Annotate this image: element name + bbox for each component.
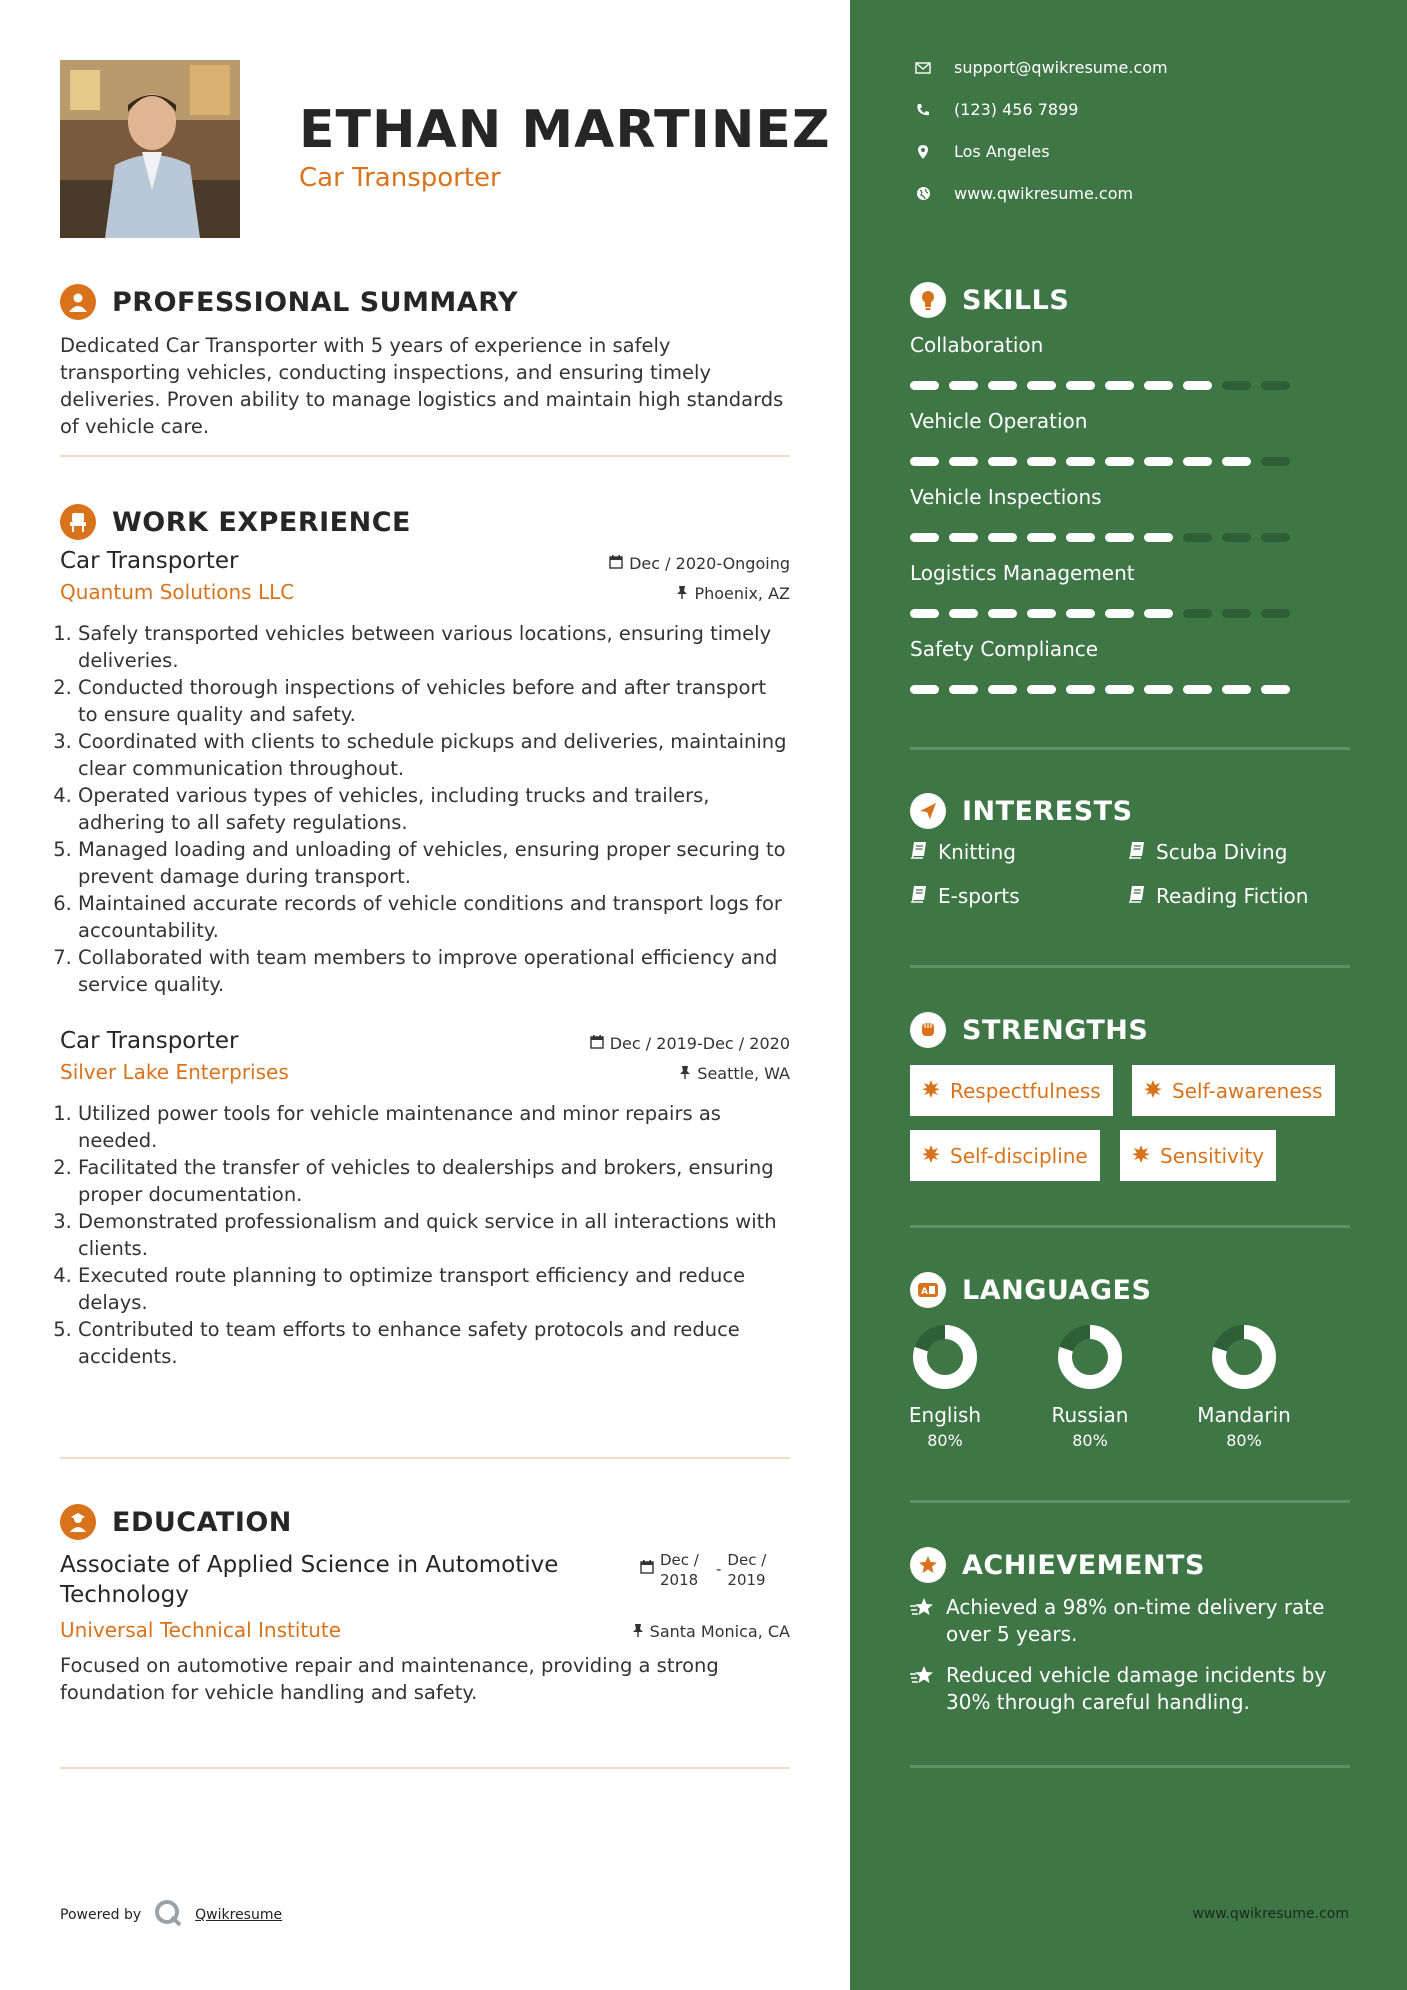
rating-dot — [1261, 533, 1290, 542]
job-dates: Dec / 2020-Ongoing — [629, 554, 790, 573]
qwikresume-logo-icon — [153, 1898, 183, 1932]
book-icon — [1128, 840, 1146, 864]
job-company: Silver Lake Enterprises — [60, 1060, 289, 1084]
rating-dot — [1027, 533, 1056, 542]
rating-dot — [949, 609, 978, 618]
rating-dot — [1222, 685, 1251, 694]
interests-header: INTERESTS — [910, 793, 1133, 829]
rating-dot — [1144, 533, 1173, 542]
skill-name: Safety Compliance — [910, 637, 1099, 661]
burst-icon — [922, 1079, 940, 1103]
skill-item — [910, 637, 1290, 694]
rating-dot — [1105, 381, 1134, 390]
phone-icon — [910, 103, 936, 117]
contact-phone: (123) 456 7899 — [910, 100, 1078, 119]
skill-name: Collaboration — [910, 333, 1044, 357]
rating-dot — [1066, 609, 1095, 618]
rating-dot — [1144, 381, 1173, 390]
rating-dot — [1222, 533, 1251, 542]
achievements-header: ACHIEVEMENTS — [910, 1547, 1205, 1583]
job-entry — [60, 1028, 790, 1370]
rating-dot — [1261, 381, 1290, 390]
map-pin-icon — [910, 144, 936, 160]
rating-dot — [910, 609, 939, 618]
skill-name: Vehicle Inspections — [910, 485, 1102, 509]
strength-badge: Self-awareness — [1132, 1065, 1335, 1116]
rating-dot — [988, 381, 1017, 390]
rating-dot — [949, 457, 978, 466]
rating-dot — [1105, 533, 1134, 542]
contact-website: www.qwikresume.com — [910, 184, 1133, 203]
rating-dot — [1222, 381, 1251, 390]
education-location: Santa Monica, CA — [649, 1622, 790, 1641]
language-donut — [913, 1325, 977, 1389]
language-percent: 80% — [927, 1431, 963, 1450]
summary-heading: PROFESSIONAL SUMMARY — [112, 286, 519, 318]
svg-text:A: A — [921, 1287, 928, 1297]
job-bullets — [60, 620, 790, 998]
strengths-header: STRENGTHS — [910, 1012, 1148, 1048]
book-icon — [910, 884, 928, 908]
list-item: 2. Conducted thorough inspections of vehicles before and after transport to ensure quality and safety. — [78, 674, 790, 728]
rating-dot — [910, 685, 939, 694]
rating-dot — [1261, 609, 1290, 618]
job-location: Seattle, WA — [697, 1064, 790, 1083]
rating-dot — [1183, 457, 1212, 466]
job-company: Quantum Solutions LLC — [60, 580, 295, 604]
book-icon — [1128, 884, 1146, 908]
education-heading: EDUCATION — [112, 1506, 292, 1538]
list-item: 1. Utilized power tools for vehicle maintenance and minor repairs as needed. — [78, 1100, 790, 1154]
lightbulb-icon — [910, 282, 946, 318]
pin-icon — [679, 1064, 691, 1083]
language-percent: 80% — [1226, 1431, 1262, 1450]
rating-dot — [1144, 457, 1173, 466]
rating-dot — [1183, 609, 1212, 618]
strength-badge: Sensitivity — [1120, 1130, 1276, 1181]
skill-name: Vehicle Operation — [910, 409, 1088, 433]
envelope-icon — [910, 62, 936, 74]
rating-dot — [988, 533, 1017, 542]
rating-dot — [988, 685, 1017, 694]
sidebar — [850, 0, 1407, 1990]
job-bullets — [60, 1100, 790, 1370]
job-dates: Dec / 2019-Dec / 2020 — [609, 1034, 790, 1053]
burst-icon — [922, 1144, 940, 1168]
skill-item — [910, 333, 1290, 390]
rating-dot — [1222, 457, 1251, 466]
pin-icon — [676, 584, 688, 603]
language-icon — [910, 1272, 946, 1308]
language-name: English — [908, 1403, 982, 1427]
section-divider — [910, 747, 1350, 750]
rating-dot — [988, 609, 1017, 618]
list-item: 3. Demonstrated professionalism and quick service in all interactions with clients. — [78, 1208, 790, 1262]
list-item: 5. Contributed to team efforts to enhance safety protocols and reduce accidents. — [78, 1316, 790, 1370]
list-item: 2. Facilitated the transfer of vehicles to dealerships and brokers, ensuring proper documentation. — [78, 1154, 790, 1208]
achievement-item: Reduced vehicle damage incidents by 30% through careful handling. — [910, 1662, 1350, 1716]
language-item — [1189, 1325, 1299, 1450]
brand-link[interactable]: Qwikresume — [195, 1907, 283, 1923]
paper-plane-icon — [910, 793, 946, 829]
rating-dot — [1066, 381, 1095, 390]
education-end: Dec / 2019 — [727, 1551, 767, 1589]
section-divider — [910, 965, 1350, 968]
rating-dot — [1027, 685, 1056, 694]
rating-dot — [1261, 457, 1290, 466]
school-name: Universal Technical Institute — [60, 1618, 342, 1642]
footer-powered — [60, 1898, 282, 1932]
interest-item: Knitting — [910, 840, 1016, 864]
contact-location: Los Angeles — [910, 142, 1050, 161]
rating-dot — [1066, 685, 1095, 694]
skill-rating — [910, 381, 1290, 390]
skill-item — [910, 561, 1290, 618]
section-divider — [910, 1765, 1350, 1768]
language-name: Mandarin — [1197, 1403, 1291, 1427]
rating-dot — [1105, 685, 1134, 694]
language-item — [890, 1325, 1000, 1450]
skill-rating — [910, 457, 1290, 466]
calendar-icon — [609, 554, 623, 573]
education-section — [60, 1502, 790, 1706]
globe-icon — [910, 186, 936, 201]
education-start: Dec / 2018 — [660, 1551, 699, 1589]
rating-dot — [1222, 609, 1251, 618]
footer-website: www.qwikresume.com — [1192, 1906, 1349, 1922]
star-badge-icon — [910, 1597, 936, 1648]
fist-icon — [910, 1012, 946, 1048]
job-title: Car Transporter — [60, 548, 239, 574]
skill-rating — [910, 533, 1290, 542]
star-badge-icon — [910, 1665, 936, 1716]
list-item: 4. Operated various types of vehicles, including trucks and trailers, adhering to all safety regulations. — [78, 782, 790, 836]
section-divider — [60, 455, 790, 457]
job-title: Car Transporter — [60, 1028, 239, 1054]
burst-icon — [1144, 1079, 1162, 1103]
rating-dot — [910, 533, 939, 542]
skill-rating — [910, 609, 1290, 618]
list-item: 3. Coordinated with clients to schedule pickups and deliveries, maintaining clear communication throughout. — [78, 728, 790, 782]
language-donut — [1212, 1325, 1276, 1389]
rating-dot — [1144, 685, 1173, 694]
rating-dot — [949, 533, 978, 542]
skill-rating — [910, 685, 1290, 694]
language-donut — [1058, 1325, 1122, 1389]
job-location: Phoenix, AZ — [694, 584, 790, 603]
contact-email: support@qwikresume.com — [910, 58, 1168, 77]
rating-dot — [1066, 533, 1095, 542]
interest-item: Scuba Diving — [1128, 840, 1287, 864]
experience-section — [60, 502, 790, 1370]
summary-section — [60, 282, 790, 440]
graduate-icon — [60, 1504, 96, 1540]
candidate-name: ETHAN MARTINEZ — [299, 100, 831, 160]
language-name: Russian — [1051, 1403, 1129, 1427]
list-item: 1. Safely transported vehicles between various locations, ensuring timely deliveries. — [78, 620, 790, 674]
experience-heading: WORK EXPERIENCE — [112, 506, 411, 538]
education-description: Focused on automotive repair and maintenance, providing a strong foundation for vehicle handling and safety. — [60, 1654, 719, 1704]
section-divider — [910, 1500, 1350, 1503]
star-icon — [910, 1547, 946, 1583]
list-item: 6. Maintained accurate records of vehicle conditions and transport logs for accountability. — [78, 890, 790, 944]
list-item: 5. Managed loading and unloading of vehicles, ensuring proper securing to prevent damage during transport. — [78, 836, 790, 890]
profile-photo — [60, 60, 240, 238]
language-item — [1035, 1325, 1145, 1450]
rating-dot — [1261, 685, 1290, 694]
section-divider — [60, 1457, 790, 1459]
skills-header: SKILLS — [910, 282, 1069, 318]
powered-by-label: Powered by — [60, 1907, 142, 1923]
language-percent: 80% — [1072, 1431, 1108, 1450]
skill-name: Logistics Management — [910, 561, 1135, 585]
rating-dot — [988, 457, 1017, 466]
rating-dot — [1105, 609, 1134, 618]
rating-dot — [1027, 457, 1056, 466]
candidate-title: Car Transporter — [299, 163, 501, 193]
pin-icon — [632, 1622, 644, 1641]
rating-dot — [1183, 381, 1212, 390]
rating-dot — [1105, 457, 1134, 466]
languages-header: A LANGUAGES — [910, 1272, 1151, 1308]
degree-title: Associate of Applied Science in Automotive Technology — [60, 1552, 559, 1608]
chair-icon — [60, 504, 96, 540]
list-item: 4. Executed route planning to optimize transport efficiency and reduce delays. — [78, 1262, 790, 1316]
book-icon — [910, 840, 928, 864]
rating-dot — [910, 381, 939, 390]
section-divider — [910, 1225, 1350, 1228]
summary-text: Dedicated Car Transporter with 5 years of experience in safely transporting vehicles, conducting inspections, and ensuring timely deliveries. Proven ability to manage logistics and maintain high standards of vehicle care. — [60, 334, 784, 438]
rating-dot — [1027, 381, 1056, 390]
date-separator: - — [716, 1560, 722, 1578]
rating-dot — [1183, 685, 1212, 694]
interest-item: E-sports — [910, 884, 1020, 908]
strength-badge: Self-discipline — [910, 1130, 1100, 1181]
rating-dot — [949, 381, 978, 390]
interest-item: Reading Fiction — [1128, 884, 1308, 908]
rating-dot — [910, 457, 939, 466]
section-divider — [60, 1767, 790, 1769]
rating-dot — [1027, 609, 1056, 618]
list-item: 7. Collaborated with team members to improve operational efficiency and service quality. — [78, 944, 790, 998]
skill-item — [910, 485, 1290, 542]
strength-badge: Respectfulness — [910, 1065, 1113, 1116]
rating-dot — [1183, 533, 1212, 542]
rating-dot — [1066, 457, 1095, 466]
skill-item — [910, 409, 1290, 466]
calendar-icon — [640, 1560, 654, 1578]
calendar-icon — [590, 1034, 604, 1053]
rating-dot — [1144, 609, 1173, 618]
achievement-item: Achieved a 98% on-time delivery rate over 5 years. — [910, 1594, 1350, 1648]
burst-icon — [1132, 1144, 1150, 1168]
job-entry — [60, 548, 790, 998]
user-icon — [60, 284, 96, 320]
rating-dot — [949, 685, 978, 694]
